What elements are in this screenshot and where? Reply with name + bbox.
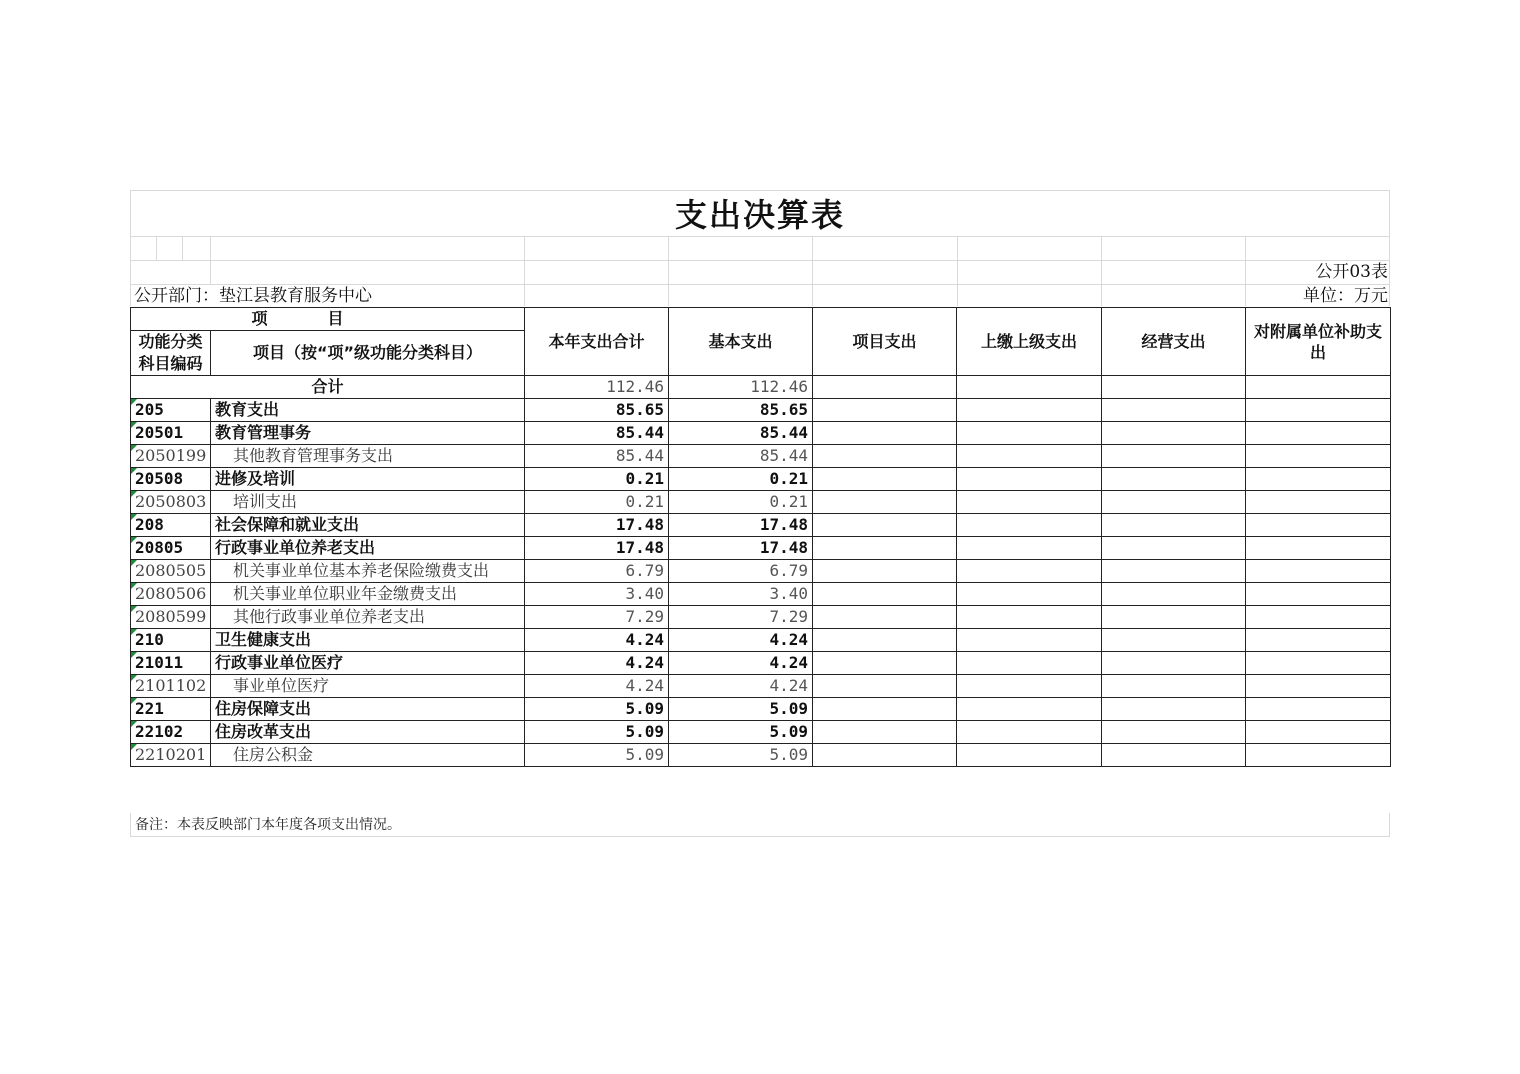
row-subsidy xyxy=(1246,468,1391,491)
header-subsidy: 对附属单位补助支出 xyxy=(1246,308,1391,376)
row-operating xyxy=(1102,675,1246,698)
row-code: 2101102 xyxy=(131,675,211,698)
row-code: 2210201 xyxy=(131,744,211,767)
table-row xyxy=(131,468,1391,491)
row-operating xyxy=(1102,629,1246,652)
row-project xyxy=(813,721,957,744)
row-code: 22102 xyxy=(131,721,211,744)
table-row xyxy=(131,514,1391,537)
table-row xyxy=(131,675,1391,698)
row-basic: 6.79 xyxy=(669,560,813,583)
row-remit xyxy=(957,445,1102,468)
row-name: 培训支出 xyxy=(211,491,525,514)
row-code: 205 xyxy=(131,399,211,422)
header-project: 项目支出 xyxy=(813,308,957,376)
row-total: 85.44 xyxy=(525,422,669,445)
row-project xyxy=(813,514,957,537)
row-basic: 4.24 xyxy=(669,652,813,675)
table-row xyxy=(131,721,1391,744)
row-basic: 0.21 xyxy=(669,468,813,491)
row-code: 20805 xyxy=(131,537,211,560)
row-subsidy xyxy=(1246,652,1391,675)
header-item-group: 项目 xyxy=(131,308,525,331)
header-name: 项目（按“项”级功能分类科目） xyxy=(211,331,525,376)
row-basic: 85.44 xyxy=(669,422,813,445)
total-label: 合计 xyxy=(131,376,525,399)
row-total: 85.44 xyxy=(525,445,669,468)
row-basic: 17.48 xyxy=(669,537,813,560)
row-subsidy xyxy=(1246,744,1391,767)
row-code: 21011 xyxy=(131,652,211,675)
table-row xyxy=(131,606,1391,629)
row-basic: 3.40 xyxy=(669,583,813,606)
row-subsidy xyxy=(1246,629,1391,652)
row-total: 0.21 xyxy=(525,491,669,514)
row-remit xyxy=(957,468,1102,491)
table-row xyxy=(131,422,1391,445)
row-total: 4.24 xyxy=(525,652,669,675)
row-operating xyxy=(1102,606,1246,629)
row-basic: 0.21 xyxy=(669,491,813,514)
row-remit xyxy=(957,422,1102,445)
row-basic: 7.29 xyxy=(669,606,813,629)
row-remit xyxy=(957,675,1102,698)
row-code: 221 xyxy=(131,698,211,721)
row-operating xyxy=(1102,744,1246,767)
row-name: 进修及培训 xyxy=(211,468,525,491)
row-project xyxy=(813,744,957,767)
row-remit xyxy=(957,560,1102,583)
row-name: 社会保障和就业支出 xyxy=(211,514,525,537)
row-operating xyxy=(1102,468,1246,491)
total-project xyxy=(813,376,957,399)
row-project xyxy=(813,698,957,721)
row-project xyxy=(813,583,957,606)
row-name: 住房保障支出 xyxy=(211,698,525,721)
row-basic: 4.24 xyxy=(669,675,813,698)
header-code: 功能分类科目编码 xyxy=(131,331,211,376)
row-total: 7.29 xyxy=(525,606,669,629)
table-row xyxy=(131,491,1391,514)
row-code: 2080599 xyxy=(131,606,211,629)
row-total: 0.21 xyxy=(525,468,669,491)
row-name: 机关事业单位基本养老保险缴费支出 xyxy=(211,560,525,583)
row-remit xyxy=(957,606,1102,629)
row-project xyxy=(813,675,957,698)
row-total: 85.65 xyxy=(525,399,669,422)
row-remit xyxy=(957,629,1102,652)
row-subsidy xyxy=(1246,491,1391,514)
row-subsidy xyxy=(1246,537,1391,560)
row-subsidy xyxy=(1246,606,1391,629)
row-total: 17.48 xyxy=(525,514,669,537)
table-row xyxy=(131,629,1391,652)
row-total: 3.40 xyxy=(525,583,669,606)
row-total: 5.09 xyxy=(525,698,669,721)
row-remit xyxy=(957,399,1102,422)
row-remit xyxy=(957,744,1102,767)
row-name: 事业单位医疗 xyxy=(211,675,525,698)
row-subsidy xyxy=(1246,422,1391,445)
row-operating xyxy=(1102,514,1246,537)
row-name: 住房改革支出 xyxy=(211,721,525,744)
row-code: 208 xyxy=(131,514,211,537)
total-amount: 112.46 xyxy=(525,376,669,399)
row-code: 20501 xyxy=(131,422,211,445)
row-project xyxy=(813,422,957,445)
header-basic: 基本支出 xyxy=(669,308,813,376)
row-name: 行政事业单位医疗 xyxy=(211,652,525,675)
row-basic: 17.48 xyxy=(669,514,813,537)
row-project xyxy=(813,629,957,652)
row-subsidy xyxy=(1246,560,1391,583)
total-subsidy xyxy=(1246,376,1391,399)
row-remit xyxy=(957,491,1102,514)
row-remit xyxy=(957,721,1102,744)
row-name: 其他教育管理事务支出 xyxy=(211,445,525,468)
row-total: 4.24 xyxy=(525,629,669,652)
row-subsidy xyxy=(1246,514,1391,537)
row-code: 2050199 xyxy=(131,445,211,468)
row-basic: 5.09 xyxy=(669,721,813,744)
row-code: 2080505 xyxy=(131,560,211,583)
row-total: 17.48 xyxy=(525,537,669,560)
row-operating xyxy=(1102,583,1246,606)
row-subsidy xyxy=(1246,445,1391,468)
row-name: 教育支出 xyxy=(211,399,525,422)
table-row xyxy=(131,445,1391,468)
row-project xyxy=(813,606,957,629)
row-subsidy xyxy=(1246,399,1391,422)
table-row xyxy=(131,583,1391,606)
row-operating xyxy=(1102,560,1246,583)
row-name: 卫生健康支出 xyxy=(211,629,525,652)
row-name: 教育管理事务 xyxy=(211,422,525,445)
row-project xyxy=(813,445,957,468)
footnote: 备注：本表反映部门本年度各项支出情况。 xyxy=(130,813,1390,837)
row-operating xyxy=(1102,445,1246,468)
row-operating xyxy=(1102,721,1246,744)
header-total: 本年支出合计 xyxy=(525,308,669,376)
row-name: 行政事业单位养老支出 xyxy=(211,537,525,560)
row-code: 2050803 xyxy=(131,491,211,514)
total-row xyxy=(131,376,1391,399)
department-label: 公开部门：垫江县教育服务中心 xyxy=(134,286,372,306)
row-basic: 5.09 xyxy=(669,744,813,767)
row-total: 4.24 xyxy=(525,675,669,698)
row-operating xyxy=(1102,698,1246,721)
row-project xyxy=(813,560,957,583)
row-remit xyxy=(957,583,1102,606)
row-total: 5.09 xyxy=(525,744,669,767)
row-total: 5.09 xyxy=(525,721,669,744)
row-subsidy xyxy=(1246,583,1391,606)
row-operating xyxy=(1102,537,1246,560)
row-basic: 5.09 xyxy=(669,698,813,721)
table-row xyxy=(131,537,1391,560)
total-remit xyxy=(957,376,1102,399)
table-row xyxy=(131,744,1391,767)
row-code: 20508 xyxy=(131,468,211,491)
row-operating xyxy=(1102,652,1246,675)
row-project xyxy=(813,491,957,514)
total-operating xyxy=(1102,376,1246,399)
total-basic: 112.46 xyxy=(669,376,813,399)
row-remit xyxy=(957,698,1102,721)
row-subsidy xyxy=(1246,675,1391,698)
row-project xyxy=(813,399,957,422)
row-remit xyxy=(957,652,1102,675)
row-total: 6.79 xyxy=(525,560,669,583)
expenditure-table xyxy=(130,307,1391,767)
row-basic: 85.44 xyxy=(669,445,813,468)
row-name: 其他行政事业单位养老支出 xyxy=(211,606,525,629)
table-row xyxy=(131,698,1391,721)
row-remit xyxy=(957,514,1102,537)
row-project xyxy=(813,537,957,560)
row-name: 机关事业单位职业年金缴费支出 xyxy=(211,583,525,606)
row-subsidy xyxy=(1246,721,1391,744)
table-row xyxy=(131,399,1391,422)
row-code: 210 xyxy=(131,629,211,652)
unit-label: 单位：万元 xyxy=(1303,286,1388,306)
row-operating xyxy=(1102,491,1246,514)
row-operating xyxy=(1102,399,1246,422)
header-operating: 经营支出 xyxy=(1102,308,1246,376)
header-remit-upper: 上缴上级支出 xyxy=(957,308,1102,376)
page-title: 支出决算表 xyxy=(674,196,845,234)
row-project xyxy=(813,468,957,491)
row-name: 住房公积金 xyxy=(211,744,525,767)
form-number: 公开03表 xyxy=(1315,262,1388,282)
table-row xyxy=(131,560,1391,583)
table-row xyxy=(131,652,1391,675)
row-basic: 85.65 xyxy=(669,399,813,422)
row-basic: 4.24 xyxy=(669,629,813,652)
row-remit xyxy=(957,537,1102,560)
row-operating xyxy=(1102,422,1246,445)
row-code: 2080506 xyxy=(131,583,211,606)
row-subsidy xyxy=(1246,698,1391,721)
row-project xyxy=(813,652,957,675)
